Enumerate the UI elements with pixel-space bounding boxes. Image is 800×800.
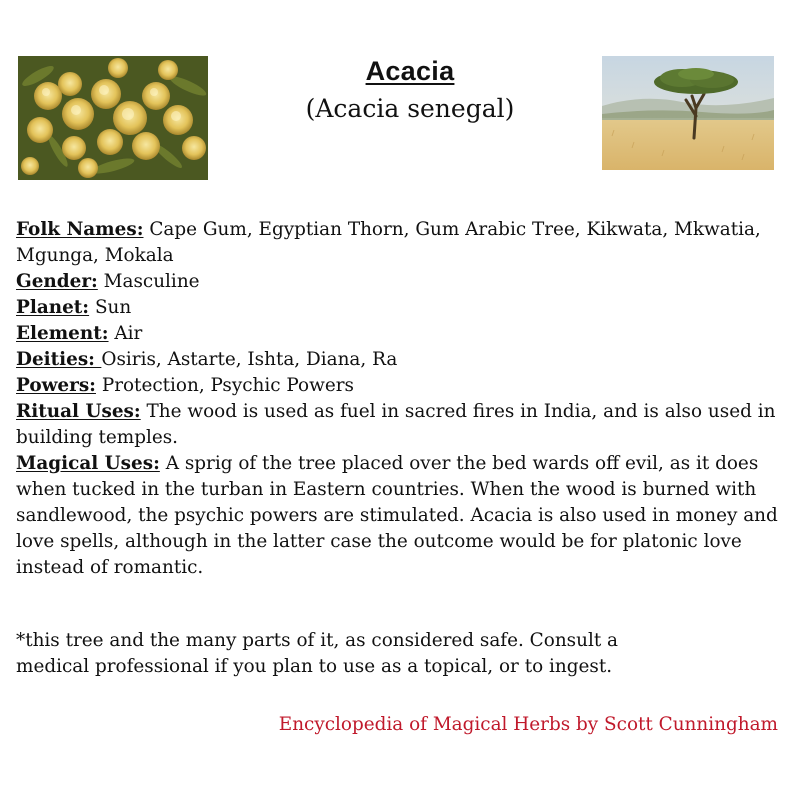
powers-entry [16, 373, 788, 399]
ritual-uses-label: Ritual Uses: [16, 401, 141, 422]
scientific-name: (Acacia senegal) [305, 94, 515, 123]
gender-entry [16, 269, 788, 295]
deities-entry [16, 347, 788, 373]
element-label: Element: [16, 323, 109, 344]
safety-note-line-1: *this tree and the many parts of it, as considered safe. Consult a [16, 630, 619, 651]
magical-uses-value: A sprig of the tree placed over the bed wards off evil, as it does when tucked in the turban in Eastern countries. When the wood is burned with sandlewood, the psychic powers are stimulated. Acacia is also used in money and love spells, although in the latter case the outcome would be for platonic love instead of romantic. [16, 453, 778, 578]
herb-details [16, 217, 788, 581]
deities-label: Deities: [16, 349, 102, 370]
acacia-flowers-image [18, 56, 208, 180]
folk-names-label: Folk Names: [16, 219, 144, 240]
deities-value: Osiris, Astarte, Ishta, Diana, Ra [101, 349, 398, 370]
gender-label: Gender: [16, 271, 98, 292]
ritual-uses-entry [16, 399, 788, 451]
powers-value: Protection, Psychic Powers [95, 375, 354, 396]
ritual-uses-value: The wood is used as fuel in sacred fires in India, and is also used in building temples. [16, 401, 776, 448]
safety-note [16, 628, 788, 680]
folk-names-value: Cape Gum, Egyptian Thorn, Gum Arabic Tree, Kikwata, Mkwatia, Mgunga, Mokala [16, 219, 761, 266]
source-credit: Encyclopedia of Magical Herbs by Scott Cunningham [278, 714, 778, 735]
magical-uses-entry [16, 451, 788, 581]
gender-value: Masculine [97, 271, 200, 292]
folk-names-entry [16, 217, 788, 269]
element-entry [16, 321, 788, 347]
planet-value: Sun [89, 297, 132, 318]
element-value: Air [108, 323, 143, 344]
powers-label: Powers: [16, 375, 96, 396]
acacia-flowers-photo-icon [18, 56, 208, 180]
planet-label: Planet: [16, 297, 90, 318]
acacia-tree-image [602, 56, 774, 170]
planet-entry [16, 295, 788, 321]
safety-note-line-2: medical professional if you plan to use as a topical, or to ingest. [16, 656, 613, 677]
magical-uses-label: Magical Uses: [16, 453, 160, 474]
page-title: Acacia [365, 56, 455, 86]
acacia-tree-photo-icon [602, 56, 774, 170]
